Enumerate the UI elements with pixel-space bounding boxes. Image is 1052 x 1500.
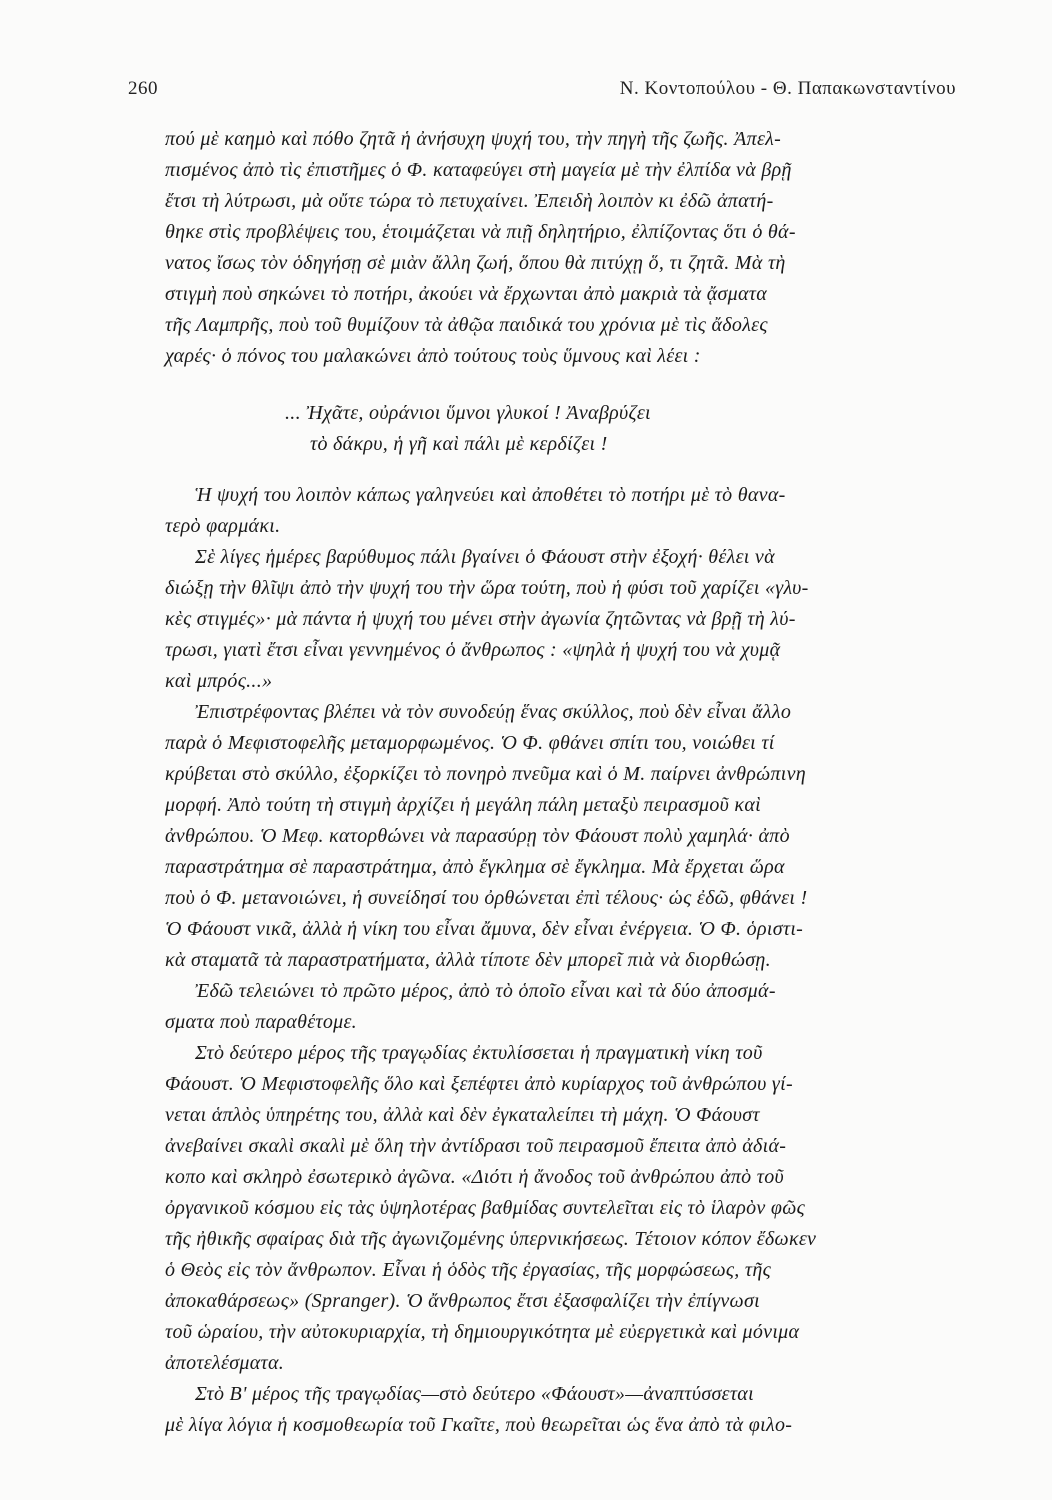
text-line: νεται ἁπλὸς ὑπηρέτης του, ἀλλὰ καὶ δὲν ἐγκαταλείπει τὴ μάχη. Ὁ Φάουστ [165, 1104, 760, 1126]
text-line: ἀποτελέσματα. [165, 1352, 285, 1374]
paragraph [165, 542, 965, 697]
text-line: τερὸ φαρμάκι. [165, 515, 281, 537]
text-line: κρύβεται στὸ σκύλλο, ἐξορκίζει τὸ πονηρὸ πνεῦμα καὶ ὁ Μ. παίρνει ἀνθρώπινη [165, 763, 807, 785]
text-line: ἔτσι τὴ λύτρωσι, μὰ οὔτε τώρα τὸ πετυχαίνει. Ἐπειδὴ λοιπὸν κι ἐδῶ ἀπατή- [165, 190, 774, 212]
paragraph [165, 697, 965, 976]
paragraph [165, 1038, 965, 1379]
text-line: ἀνθρώπου. Ὁ Μεφ. κατορθώνει νὰ παρασύρῃ τὸν Φάουστ πολὺ χαμηλά· ἀπὸ [165, 825, 790, 847]
text-line: τρωσι, γιατὶ ἔτσι εἶναι γεννημένος ὁ ἄνθρωπος : «ψηλὰ ἡ ψυχή του νὰ χυμᾷ [165, 639, 781, 661]
text-line: στιγμὴ ποὺ σηκώνει τὸ ποτήρι, ἀκούει νὰ ἔρχωνται ἀπὸ μακριὰ τὰ ᾄσματα [165, 283, 768, 305]
text-line: Στὸ δεύτερο μέρος τῆς τραγῳδίας ἐκτυλίσσεται ἡ πραγματικὴ νίκη τοῦ [195, 1042, 763, 1064]
text-line: τῆς ἠθικῆς σφαίρας διὰ τῆς ἀγωνιζομένης ὑπερνικήσεως. Τέτοιον κόπον ἔδωκεν [165, 1228, 817, 1250]
text-line: καὶ μπρός...» [165, 670, 273, 692]
text-line: τῆς Λαμπρῆς, ποὺ τοῦ θυμίζουν τὰ ἀθῷα παιδικά του χρόνια μὲ τὶς ἄδολες [165, 314, 768, 336]
verse-line: τὸ δάκρυ, ἡ γῆ καὶ πάλι μὲ κερδίζει ! [310, 433, 608, 455]
text-line: μὲ λίγα λόγια ἡ κοσμοθεωρία τοῦ Γκαῖτε, ποὺ θεωρεῖται ὡς ἕνα ἀπὸ τὰ φιλο- [165, 1414, 793, 1436]
verse-line: ... Ἠχᾶτε, οὐράνιοι ὕμνοι γλυκοί ! Ἀναβρύζει [285, 402, 651, 424]
text-line: παρὰ ὁ Μεφιστοφελῆς μεταμορφωμένος. Ὁ Φ. φθάνει σπίτι του, νοιώθει τί [165, 732, 775, 754]
text-line: χαρές· ὁ πόνος του μαλακώνει ἀπὸ τούτους τοὺς ὕμνους καὶ λέει : [165, 345, 701, 367]
text-line: πού μὲ καημὸ καὶ πόθο ζητᾶ ἡ ἀνήσυχη ψυχή του, τὴν πηγὴ τῆς ζωῆς. Ἀπελ- [165, 128, 782, 150]
text-line: παραστράτημα σὲ παραστράτημα, ἀπὸ ἔγκλημα σὲ ἔγκλημα. Μὰ ἔρχεται ὥρα [165, 856, 785, 878]
text-line: ποὺ ὁ Φ. μετανοιώνει, ἡ συνείδησί του ὀρθώνεται ἐπὶ τέλους· ὡς ἐδῶ, φθάνει ! [165, 887, 808, 909]
paragraph [165, 480, 965, 542]
text-line: κὲς στιγμές»· μὰ πάντα ἡ ψυχή του μένει στὴν ἀγωνία ζητῶντας νὰ βρῇ τὴ λύ- [165, 608, 796, 630]
text-line: Ἐδῶ τελειώνει τὸ πρῶτο μέρος, ἀπὸ τὸ ὁποῖο εἶναι καὶ τὰ δύο ἀποσμά- [195, 980, 776, 1002]
page-body [165, 124, 965, 1441]
paragraph [165, 124, 965, 372]
verse-quotation [165, 398, 965, 460]
text-line: πισμένος ἀπὸ τὶς ἐπιστῆμες ὁ Φ. καταφεύγει στὴ μαγεία μὲ τὴν ἐλπίδα νὰ βρῇ [165, 159, 792, 181]
text-line: Σὲ λίγες ἡμέρες βαρύθυμος πάλι βγαίνει ὁ Φάουστ στὴν ἐξοχή· θέλει νὰ [195, 546, 775, 568]
text-line: μορφή. Ἀπὸ τούτη τὴ στιγμὴ ἀρχίζει ἡ μεγάλη πάλη μεταξὺ πειρασμοῦ καὶ [165, 794, 761, 816]
running-head: Ν. Κοντοπούλου - Θ. Παπακωνσταντίνου [619, 78, 956, 99]
text-line: Ὁ Φάουστ νικᾶ, ἀλλὰ ἡ νίκη του εἶναι ἄμυνα, δὲν εἶναι ἐνέργεια. Ὁ Φ. ὁριστι- [165, 918, 804, 940]
text-line: σματα ποὺ παραθέτομε. [165, 1011, 357, 1033]
text-line: τοῦ ὡραίου, τὴν αὐτοκυριαρχία, τὴ δημιουργικότητα μὲ εὐεργετικὰ καὶ μόνιμα [165, 1321, 800, 1343]
text-line: ἀποκαθάρσεως» (Spranger). Ὁ ἄνθρωπος ἔτσι ἐξασφαλίζει τὴν ἐπίγνωσι [165, 1290, 760, 1312]
text-line: Στὸ Β' μέρος τῆς τραγῳδίας—στὸ δεύτερο «Φάουστ»—ἀναπτύσσεται [195, 1383, 754, 1405]
paragraph [165, 1379, 965, 1441]
text-line: θηκε στὶς προβλέψεις του, ἑτοιμάζεται νὰ πιῇ δηλητήριο, ἐλπίζοντας ὅτι ὁ θά- [165, 221, 796, 243]
text-line: Φάουστ. Ὁ Μεφιστοφελῆς ὅλο καὶ ξεπέφτει ἀπὸ κυρίαρχος τοῦ ἀνθρώπου γί- [165, 1073, 793, 1095]
text-line: Ἡ ψυχή του λοιπὸν κάπως γαληνεύει καὶ ἀποθέτει τὸ ποτήρι μὲ τὸ θανα- [195, 484, 786, 506]
paragraph [165, 976, 965, 1038]
text-line: νατος ἴσως τὸν ὁδηγήσῃ σὲ μιὰν ἄλλη ζωή, ὅπου θὰ πιτύχῃ ὅ, τι ζητᾶ. Μὰ τὴ [165, 252, 786, 274]
page-header [128, 78, 956, 108]
page-number: 260 [128, 78, 158, 99]
text-line: ἀνεβαίνει σκαλὶ σκαλὶ μὲ ὅλη τὴν ἀντίδρασι τοῦ πειρασμοῦ ἔπειτα ἀπὸ ἀδιά- [165, 1135, 787, 1157]
text-line: ὀργανικοῦ κόσμου εἰς τὰς ὑψηλοτέρας βαθμίδας συντελεῖται εἰς τὸ ἱλαρὸν φῶς [165, 1197, 806, 1219]
text-line: κοπο καὶ σκληρὸ ἐσωτερικὸ ἀγῶνα. «Διότι ἡ ἄνοδος τοῦ ἀνθρώπου ἀπὸ τοῦ [165, 1166, 785, 1188]
text-line: Ἐπιστρέφοντας βλέπει νὰ τὸν συνοδεύῃ ἕνας σκύλλος, ποὺ δὲν εἶναι ἄλλο [195, 701, 792, 723]
text-line: διώξῃ τὴν θλῖψι ἀπὸ τὴν ψυχή του τὴν ὥρα τούτη, ποὺ ἡ φύσι τοῦ χαρίζει «γλυ- [165, 577, 809, 599]
text-line: ὁ Θεὸς εἰς τὸν ἄνθρωπον. Εἶναι ἡ ὁδὸς τῆς ἐργασίας, τῆς μορφώσεως, τῆς [165, 1259, 771, 1281]
text-line: κὰ σταματᾶ τὰ παραστρατήματα, ἀλλὰ τίποτε δὲν μπορεῖ πιὰ νὰ διορθώσῃ. [165, 949, 771, 971]
